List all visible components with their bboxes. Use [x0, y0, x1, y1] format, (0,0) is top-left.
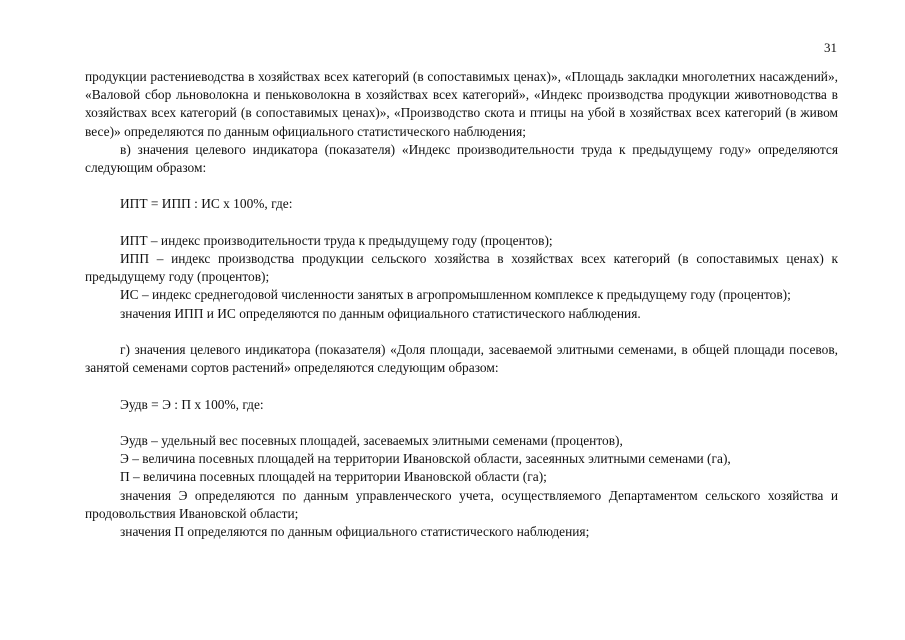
note-p: значения П определяются по данным официального статистического наблюдения;	[120, 524, 590, 539]
paragraph-continuation: продукции растениеводства в хозяйствах всех категорий (в сопоставимых ценах)», «Площадь закладки многолетних насаждений», «Валовой сбор льноволокна и пеньковолокна в хозяйствах всех категорий», «Индекс производства продукции животноводства в хозяйствах всех категорий (в сопоставимых ценах)», «Производство скота и птицы на убой в хозяйствах всех категорий (в живом весе)» определяются по данным официального статистического наблюдения;	[85, 69, 838, 139]
spacer	[85, 177, 838, 195]
definition-p: П – величина посевных площадей на территории Ивановской области (га);	[120, 469, 547, 485]
document-body	[85, 68, 838, 541]
note-ipp-is: значения ИПП и ИС определяются по данным официального статистического наблюдения.	[120, 305, 641, 321]
definition-ipt: ИПТ – индекс производительности труда к предыдущему году (процентов);	[120, 232, 553, 248]
spacer	[85, 414, 838, 432]
formula-ipt: ИПТ = ИПП : ИС х 100%, где:	[120, 196, 293, 212]
spacer	[85, 214, 838, 232]
formula-eudv: Эудв = Э : П х 100%, где:	[120, 396, 264, 412]
spacer	[85, 323, 838, 341]
definition-ipp: ИПП – индекс производства продукции сельского хозяйства в хозяйствах всех категорий (в сопоставимых ценах) к предыдущему году (процентов);	[85, 251, 838, 285]
paragraph-item-v: в) значения целевого индикатора (показателя) «Индекс производительности труда к предыдущему году» определяются следующим образом:	[85, 141, 838, 176]
page-number: 31	[824, 40, 837, 55]
definition-eudv: Эудв – удельный вес посевных площадей, засеваемых элитными семенами (процентов),	[120, 432, 623, 448]
definition-is: ИС – индекс среднегодовой численности занятых в агропромышленном комплексе к предыдущему году (процентов);	[120, 287, 791, 303]
definition-e: Э – величина посевных площадей на территории Ивановской области, засеянных элитными семенами (га),	[120, 451, 731, 467]
note-e: значения Э определяются по данным управленческого учета, осуществляемого Департаментом сельского хозяйства и продовольствия Ивановской области;	[85, 487, 838, 521]
spacer	[85, 377, 838, 395]
paragraph-item-g: г) значения целевого индикатора (показателя) «Доля площади, засеваемой элитными семенами, в общей площади посевов, занятой семенами сортов растений» определяются следующим образом:	[85, 342, 838, 376]
